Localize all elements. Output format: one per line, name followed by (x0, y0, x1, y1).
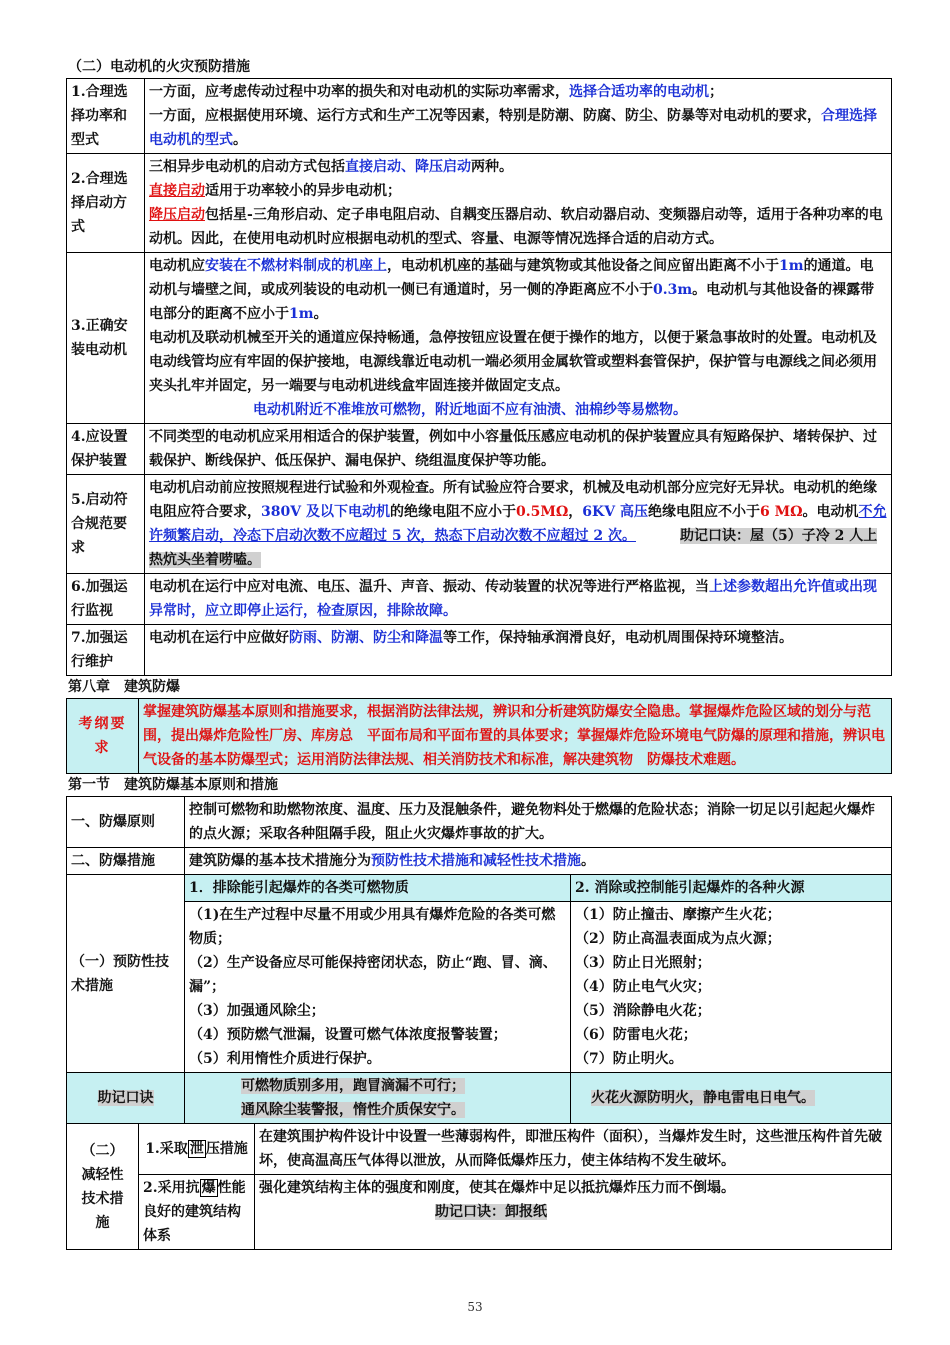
list-item: （5）消除静电火花； (575, 1003, 711, 1019)
list-item: （2）生产设备应尽可能保持密闭状态，防止“跑、冒、滴、漏”； (189, 955, 557, 995)
reduce-text-1: 在建筑围护构件设计中设置一些薄弱构件，即泄压构件（面积），当爆炸发生时，这些泄压构件首先破坏，使高温高压气体得以泄放，从而降低爆炸压力，使主体结构不发生破坏。 (255, 1124, 892, 1175)
highlight-text: 选择合适功率的电动机 (569, 84, 709, 100)
table-row (67, 848, 892, 875)
text: 绝缘电阻应不小于 (647, 504, 760, 520)
row-label: 1.合理选择功率和型式 (67, 79, 145, 154)
table-row (67, 902, 892, 1073)
row-label: 7.加强运行维护 (67, 625, 145, 676)
table-row (67, 875, 892, 902)
text: 火花火源防明火，静电雷电日电气。 (591, 1090, 815, 1106)
text: 三相异步电动机的启动方式包括 (149, 159, 345, 175)
table-row (67, 424, 892, 475)
row-content (145, 475, 892, 574)
text: 2.采用抗 (143, 1180, 200, 1196)
table-row (67, 253, 892, 424)
list-item: （5）利用惰性介质进行保护。 (189, 1051, 381, 1067)
text: 通风除尘装警报，惰性介质保安宁。 (241, 1102, 465, 1118)
text: 等工作，保持轴承润滑良好，电动机周围保持环境整洁。 (443, 630, 793, 646)
principle-label: 一、防爆原则 (67, 797, 185, 848)
outline-text: 掌握建筑防爆基本原则和措施要求，根据消防法律法规，辨识和分析建筑防爆安全隐患。掌握爆炸危险区域的划分与范围，提出爆炸危险性厂房、库房总 平面布局和平面布置的具体要求；掌握爆炸危险环境电气防爆的原理和措施，辨识电气设备的基本防爆型式；运用消防法律法规、相关消防技术和标准，解决建筑物 防爆技术难题。 (139, 699, 892, 774)
highlight-text: 降压启动 (149, 207, 205, 223)
table-row (67, 797, 892, 848)
prevent-list-2 (571, 902, 892, 1073)
text: 强化建筑结构主体的强度和刚度，使其在爆炸中足以抵抗爆炸压力而不倒塌。 (259, 1180, 735, 1196)
list-item: （7）防止明火。 (575, 1051, 683, 1067)
highlight-text: 直接启动、降压启动 (345, 159, 471, 175)
text: ， (568, 504, 583, 520)
text: 电动机启动前应按照规程进行试验和外观检查。所有试验应符合要求，机械及电动机部分应完好无异状。电动机的绝缘电阻应符合要求， (149, 480, 877, 520)
highlight-text: 预防性技术措施和减轻性技术措施 (371, 853, 581, 869)
table-row (67, 475, 892, 574)
text: 建筑防爆的基本技术措施分为 (189, 853, 371, 869)
highlight-text: 6KV 高压 (582, 504, 648, 520)
text: 。电动机 (802, 504, 859, 520)
text: 适用于功率较小的异步电动机； (205, 183, 401, 199)
reduce-measure-1 (139, 1124, 255, 1175)
reduce-text-2 (255, 1175, 892, 1250)
list-item: （1）防止撞击、摩擦产生火花； (575, 907, 781, 923)
table-row (67, 1073, 892, 1124)
text: 一方面，应考虑传动过程中功率的损失和对电动机的实际功率需求， (149, 84, 569, 100)
row-label: 6.加强运行监视 (67, 574, 145, 625)
highlight-text: 6 MΩ (759, 504, 803, 520)
highlight-text: 防雨、防潮、防尘和降温 (289, 630, 443, 646)
highlight-text: 0.3m (653, 282, 693, 298)
list-item: （6）防雷电火花； (575, 1027, 697, 1043)
text: 电动机在运行中应对电流、电压、温升、声音、振动、传动装置的状况等进行严格监视，当 (149, 579, 709, 595)
page-number: 53 (467, 1300, 483, 1314)
text: 两种。 (471, 159, 513, 175)
list-item: （1)在生产过程中尽量不用或少用具有爆炸危险的各类可燃物质； (189, 907, 556, 947)
row-label: 2.合理选择启动方式 (67, 154, 145, 253)
text: 压措施 (205, 1141, 248, 1157)
highlight-text: 380V 及以下电动机 (261, 504, 390, 520)
list-item: （2）防止高温表面成为点火源； (575, 931, 781, 947)
row-content (145, 253, 892, 424)
mnemonic-left (185, 1073, 571, 1124)
section-title-explosion: 第一节 建筑防爆基本原则和措施 (68, 777, 278, 793)
text: 可燃物质别多用，跑冒滴漏不可行； (241, 1078, 465, 1094)
text: 的绝缘电阻不应小于 (389, 504, 516, 520)
highlight-text: 直接启动 (149, 183, 205, 199)
text: 。 (581, 853, 595, 869)
highlight-text: 电动机附近不准堆放可燃物，附近地面不应有油渍、油棉纱等易燃物。 (253, 402, 687, 418)
explosion-table (66, 796, 892, 1250)
prevent-header-2: 2. 消除或控制能引起爆炸的各种火源 (571, 875, 892, 902)
text: 。 (233, 132, 247, 148)
row-content (145, 154, 892, 253)
chapter-title: 第八章 建筑防爆 (68, 679, 180, 695)
row-content (145, 625, 892, 676)
text: 包括星-三角形启动、定子串电阻启动、自耦变压器启动、软启动器启动、变频器启动等，适用于各种功率的电动机。因此，在使用电动机时应根据电动机的型式、容量、电源等情况选择合适的启动方式。 (149, 207, 883, 247)
reduce-label: （二）减轻性技术措施 (67, 1124, 139, 1250)
page (66, 56, 892, 1250)
table-row (67, 79, 892, 154)
prevent-list-1 (185, 902, 571, 1073)
reduce-measure-2 (139, 1175, 255, 1250)
highlight-text: 1m (289, 306, 314, 322)
row-label: 5.启动符合规范要求 (67, 475, 145, 574)
text: 助记口诀 (97, 1090, 154, 1106)
motor-table (66, 78, 892, 676)
text: ，电动机机座的基础与建筑物或其他设备之间应留出距离不小于 (387, 258, 779, 274)
table-row (67, 625, 892, 676)
highlight-text: 合理选择电动机的型式 (149, 108, 877, 148)
row-content (145, 574, 892, 625)
list-item: （4）预防燃气泄漏，设置可燃气体浓度报警装置； (189, 1027, 507, 1043)
text: ； (709, 84, 723, 100)
row-content (145, 79, 892, 154)
highlight-text: 不允许频繁启动，冷态下启动次数不应超过 5 次，热态下启动次数不应超过 2 次。 (149, 504, 887, 544)
text: 性能良好的建筑结构体系 (143, 1180, 246, 1244)
highlight-text: 上述参数超出允许值或出现异常时，应立即停止运行，检查原因，排除故障。 (149, 579, 877, 619)
outline-table (66, 698, 892, 774)
text: 。 (313, 306, 328, 322)
table-row (67, 154, 892, 253)
list-item: （4）防止电气火灾； (575, 979, 711, 995)
row-label: 4.应设置保护装置 (67, 424, 145, 475)
text: 1.采取 (145, 1141, 188, 1157)
table-row (67, 1124, 892, 1175)
mnemonic-label (67, 1073, 185, 1124)
text: 电动机及联动机械至开关的通道应保持畅通，急停按钮应设置在便于操作的地方，以便于紧急事故时的处置。电动机及电动线管均应有牢固的保护接地，电源线靠近电动机一端必须用金属软管或塑料套管保护，保护管与电源线之间必须用夹头扎牢并固定，另一端要与电动机进线盒牢固连接并做固定支点。 (149, 330, 877, 394)
principle-text: 控制可燃物和助燃物浓度、温度、压力及混触条件，避免物料处于燃爆的危险状态；消除一切足以引起起火爆炸的点火源；采取各种阻隔手段，阻止火灾爆炸事故的扩大。 (185, 797, 892, 848)
row-label: 3.正确安装电动机 (67, 253, 145, 424)
highlight-text: 安装在不燃材料制成的机座上 (205, 258, 387, 274)
section-title-motor: （二）电动机的火灾预防措施 (68, 59, 250, 75)
highlight-text: 1m (779, 258, 804, 274)
list-item: （3）加强通风除尘； (189, 1003, 325, 1019)
text: 电动机在运行中应做好 (149, 630, 289, 646)
text: 泄 (189, 1141, 204, 1157)
prevent-header-1: 1．排除能引起爆炸的各类可燃物质 (185, 875, 571, 902)
prevent-label: （一）预防性技术措施 (67, 875, 185, 1073)
list-item: （3）防止日光照射； (575, 955, 711, 971)
text: 爆 (201, 1180, 216, 1196)
text: 。电动机与其他设备的裸露带电部分的距离不应小于 (149, 282, 875, 322)
text: 电动机应 (149, 258, 205, 274)
measures-label: 二、防爆措施 (67, 848, 185, 875)
mnemonic-text: 助记口诀：卸报纸 (435, 1204, 547, 1220)
mnemonic-right (571, 1073, 892, 1124)
mnemonic-text: 助记口诀：屋（5）子冷 2 人上热炕头坐着唠嗑。 (149, 528, 878, 568)
text: 的通道。电动机与墙壁之间，或成列装设的电动机一侧已有通道时，另一侧的净距离应不小于 (149, 258, 874, 298)
row-content: 不同类型的电动机应采用相适合的保护装置，例如中小容量低压感应电动机的保护装置应具有短路保护、堵转保护、过载保护、断线保护、低压保护、漏电保护、绕组温度保护等功能。 (145, 424, 892, 475)
highlight-text: 0.5MΩ (515, 504, 569, 520)
measures-text (185, 848, 892, 875)
outline-label: 考纲要求 (67, 699, 139, 774)
text: 一方面，应根据使用环境、运行方式和生产工况等因素，特别是防潮、防腐、防尘、防暴等对电动机的要求， (149, 108, 821, 124)
table-row (67, 1175, 892, 1250)
table-row (67, 699, 892, 774)
table-row (67, 574, 892, 625)
